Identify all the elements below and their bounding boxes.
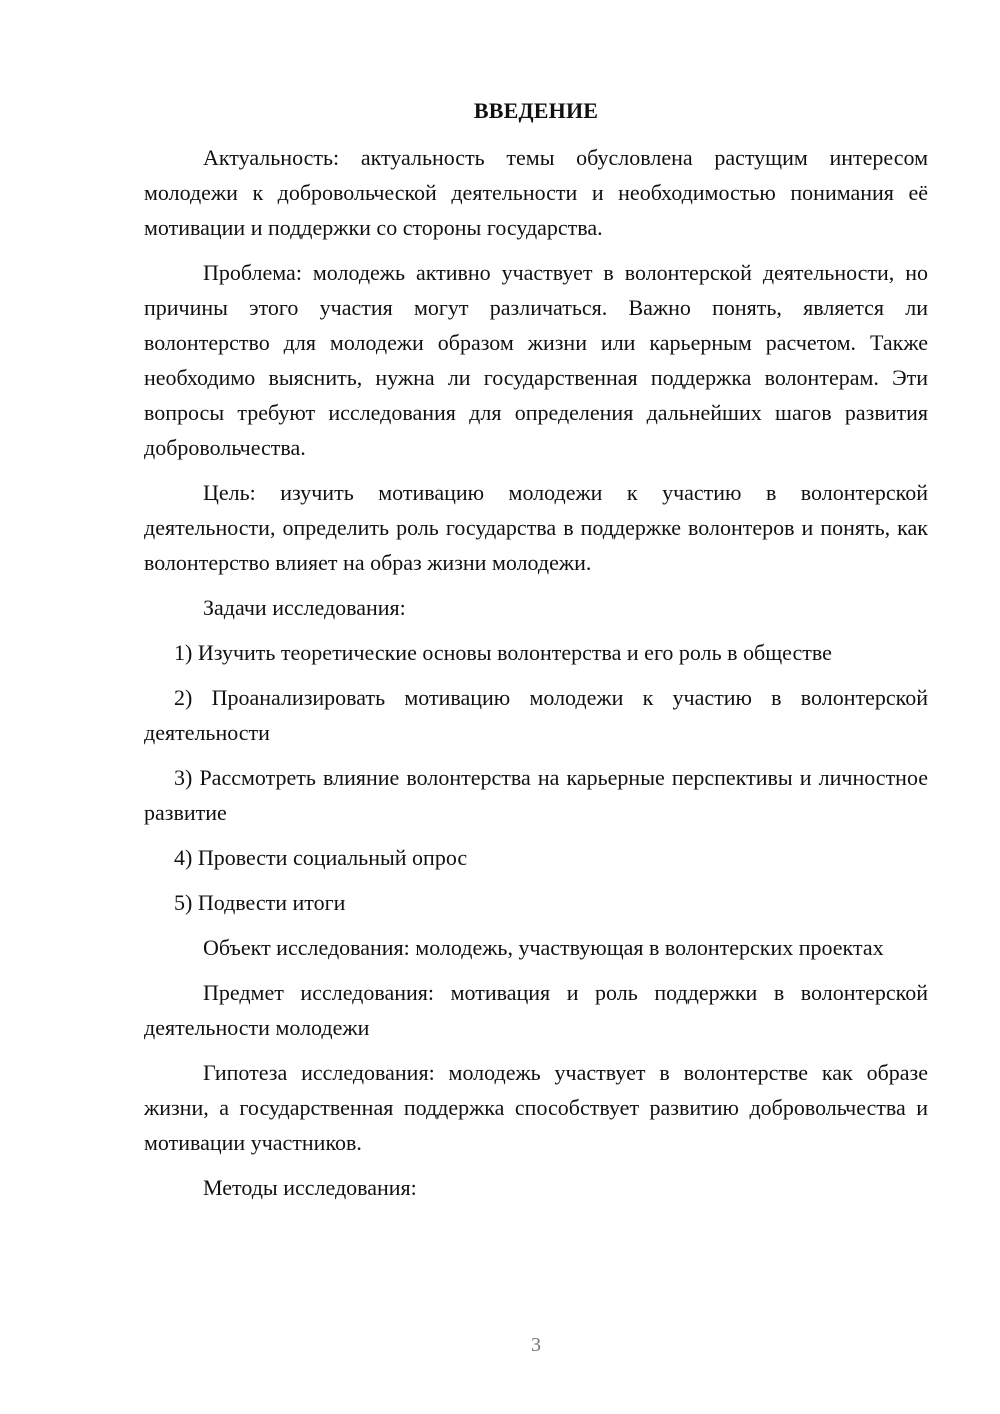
task-item-4: 4) Провести социальный опрос xyxy=(174,845,468,870)
object-paragraph: Объект исследования: молодежь, участвующая в волонтерских проектах xyxy=(203,935,884,960)
relevance-paragraph: Актуальность: актуальность темы обусловлена растущим интересом молодежи к добровольческой деятельности и необходимостью понимания её мотивации и поддержки со стороны государства. xyxy=(144,145,928,240)
methods-heading: Методы исследования: xyxy=(203,1175,417,1200)
tasks-heading: Задачи исследования: xyxy=(203,595,406,620)
task-item-5: 5) Подвести итоги xyxy=(174,890,346,915)
subject-paragraph: Предмет исследования: мотивация и роль поддержки в волонтерской деятельности молодежи xyxy=(144,980,928,1040)
page-number: 3 xyxy=(531,1334,541,1356)
task-item-3: 3) Рассмотреть влияние волонтерства на карьерные перспективы и личностное развитие xyxy=(144,765,928,825)
section-title: ВВЕДЕНИЕ xyxy=(473,98,599,123)
problem-paragraph: Проблема: молодежь активно участвует в волонтерской деятельности, но причины этого участия могут различаться. Важно понять, является ли волонтерство для молодежи образом жизни или карьерным расчетом. Также необходимо выяснить, нужна ли государственная поддержка волонтерам. Эти вопросы требуют исследования для определения дальнейших шагов развития добровольчества. xyxy=(144,260,928,460)
task-item-2: 2) Проанализировать мотивацию молодежи к участию в волонтерской деятельности xyxy=(144,685,928,745)
task-item-1: 1) Изучить теоретические основы волонтерства и его роль в обществе xyxy=(174,640,832,665)
hypothesis-paragraph: Гипотеза исследования: молодежь участвует в волонтерстве как образе жизни, а государственная поддержка способствует развитию добровольчества и мотивации участников. xyxy=(144,1060,928,1155)
document-page xyxy=(144,96,928,1215)
goal-paragraph: Цель: изучить мотивацию молодежи к участию в волонтерской деятельности, определить роль государства в поддержке волонтеров и понять, как волонтерство влияет на образ жизни молодежи. xyxy=(144,480,928,575)
